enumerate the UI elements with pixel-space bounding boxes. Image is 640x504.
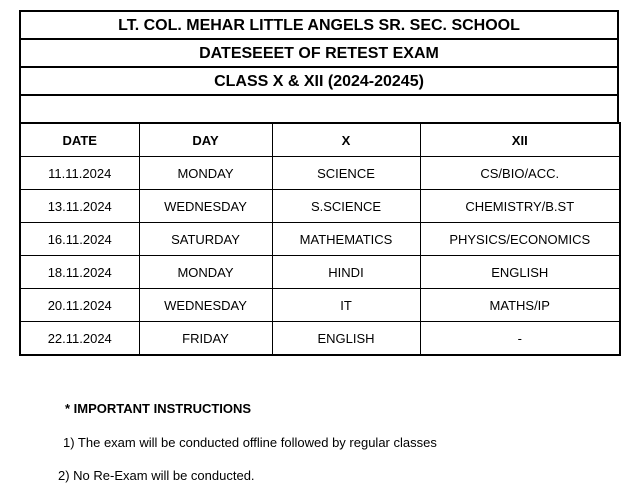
day-cell: MONDAY (139, 157, 272, 190)
day-cell: WEDNESDAY (139, 289, 272, 322)
schedule-table (19, 122, 621, 356)
date-cell: 20.11.2024 (20, 289, 139, 322)
date-cell: 13.11.2024 (20, 190, 139, 223)
day-cell: WEDNESDAY (139, 190, 272, 223)
school-name: LT. COL. MEHAR LITTLE ANGELS SR. SEC. SCHOOL (19, 10, 619, 38)
date-cell: 16.11.2024 (20, 223, 139, 256)
class-xii-subject-cell: CS/BIO/ACC. (420, 157, 620, 190)
class-x-subject-cell: SCIENCE (272, 157, 420, 190)
table-row (20, 157, 620, 190)
blank-row (19, 94, 619, 122)
class-xii-subject-cell: PHYSICS/ECONOMICS (420, 223, 620, 256)
table-row (20, 256, 620, 289)
class-x-subject-cell: MATHEMATICS (272, 223, 420, 256)
class-xii-subject-cell: CHEMISTRY/B.ST (420, 190, 620, 223)
class-x-subject-cell: HINDI (272, 256, 420, 289)
day-cell: SATURDAY (139, 223, 272, 256)
column-header-day: DAY (139, 123, 272, 157)
table-row (20, 223, 620, 256)
table-header-row (20, 123, 620, 157)
instruction-item: 2) No Re-Exam will be conducted. (58, 468, 255, 483)
class-xii-subject-cell: ENGLISH (420, 256, 620, 289)
date-cell: 18.11.2024 (20, 256, 139, 289)
instructions-heading: * IMPORTANT INSTRUCTIONS (65, 401, 252, 416)
day-cell: FRIDAY (139, 322, 272, 356)
exam-title: DATESEEET OF RETEST EXAM (19, 38, 619, 66)
class-x-subject-cell: IT (272, 289, 420, 322)
class-x-subject-cell: ENGLISH (272, 322, 420, 356)
class-x-subject-cell: S.SCIENCE (272, 190, 420, 223)
table-row (20, 322, 620, 356)
datesheet (19, 10, 619, 356)
instruction-item: 1) The exam will be conducted offline followed by regular classes (63, 435, 437, 450)
class-xii-subject-cell: MATHS/IP (420, 289, 620, 322)
date-cell: 11.11.2024 (20, 157, 139, 190)
class-xii-subject-cell: - (420, 322, 620, 356)
day-cell: MONDAY (139, 256, 272, 289)
column-header-date: DATE (20, 123, 139, 157)
date-cell: 22.11.2024 (20, 322, 139, 356)
column-header-xii: XII (420, 123, 620, 157)
table-row (20, 289, 620, 322)
table-row (20, 190, 620, 223)
column-header-x: X (272, 123, 420, 157)
class-line: CLASS X & XII (2024-20245) (19, 66, 619, 94)
